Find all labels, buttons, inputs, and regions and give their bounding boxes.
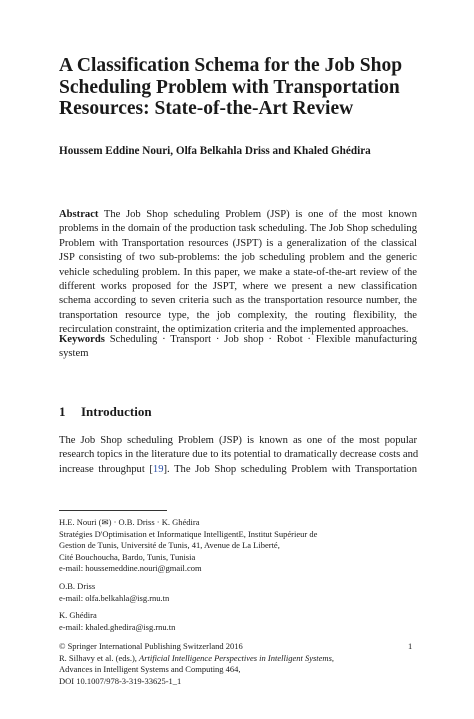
- page-number: 1: [408, 641, 413, 651]
- publication-info: [59, 641, 417, 687]
- title-line-3: Resources: State-of-the-Art Review: [59, 98, 354, 119]
- footnote-email: e-mail: houssemeddine.nouri@gmail.com: [59, 563, 202, 574]
- footnote-name: O.B. Driss: [59, 580, 96, 591]
- book-title: Artificial Intelligence Perspectives in Intelligent Systems: [139, 652, 332, 663]
- abstract: [59, 208, 417, 338]
- section-title: Introduction: [81, 404, 152, 419]
- footnote-email: e-mail: olfa.belkahla@isg.rnu.tn: [59, 592, 170, 603]
- author-list: Houssem Eddine Nouri, Olfa Belkahla Driss and Khaled Ghédira: [59, 145, 371, 157]
- title-line-1: A Classification Schema for the Job Shop: [59, 55, 403, 76]
- footnote-affiliation: Stratégies D'Optimisation et Informatique IntelligentE, Institut Supérieur de: [59, 528, 318, 539]
- keywords-label: Keywords: [59, 334, 105, 345]
- footnote-affiliation: Cité Bouchoucha, Bardo, Tunis, Tunisia: [59, 551, 196, 562]
- footnote-divider: [59, 510, 167, 511]
- section-number: 1: [59, 404, 66, 419]
- introduction-paragraph: [59, 434, 417, 477]
- editors-text: R. Silhavy et al. (eds.),: [59, 652, 140, 663]
- footnote-affiliation: Gestion de Tunis, Université de Tunis, 41, Avenue de La Liberté,: [59, 540, 280, 551]
- author-footnotes: [59, 517, 419, 633]
- intro-line: [59, 463, 417, 477]
- editors-suffix: ,: [331, 652, 334, 663]
- editors-line: [59, 653, 417, 665]
- keywords-text: Scheduling · Transport · Job shop · Robot · Flexible manufacturing system: [59, 334, 417, 360]
- footnote-name: K. Ghédira: [59, 610, 97, 621]
- intro-line: research topics in the literature due to its potential to dramatically decrease costs and: [59, 449, 419, 461]
- paper-title: [59, 55, 419, 120]
- intro-line: The Job Shop scheduling Problem (JSP) is known as one of the most popular: [59, 435, 417, 446]
- keywords: [59, 333, 417, 362]
- citation-link[interactable]: 19: [152, 463, 164, 475]
- doi-line: DOI 10.1007/978-3-319-33625-1_1: [59, 675, 182, 686]
- copyright-line: © Springer International Publishing Switzerland 2016: [59, 641, 243, 651]
- intro-text: increase throughput [: [59, 463, 153, 475]
- abstract-label: Abstract: [59, 209, 99, 220]
- footnote-authors: H.E. Nouri (✉) · O.B. Driss · K. Ghédira: [59, 517, 200, 527]
- series-line: Advances in Intelligent Systems and Computing 464,: [59, 664, 241, 675]
- section-heading: [59, 404, 152, 420]
- title-line-2: Scheduling Problem with Transportation: [59, 76, 400, 98]
- intro-text: ]. The Job Shop scheduling Problem with Transportation: [163, 463, 417, 475]
- footnote-email: e-mail: khaled.ghedira@isg.rnu.tn: [59, 621, 176, 632]
- abstract-text: The Job Shop scheduling Problem (JSP) is one of the most known problems in the domain of the production task scheduling. The Job Shop scheduling Problem with Transportation resources (JSPT) is a generalization of the classical JSP consisting of two sub-problems: the job scheduling problem and the generic vehicle scheduling problem. In this paper, we make a state-of-the-art review of the different works proposed for the JSPT, where we present a new classification schema according to seven criteria such as the transportation resource number, the transportation resource type, the job complexity, the routing flexibility, the recirculation constraint, the optimization criteria and the implemented approaches.: [59, 209, 417, 336]
